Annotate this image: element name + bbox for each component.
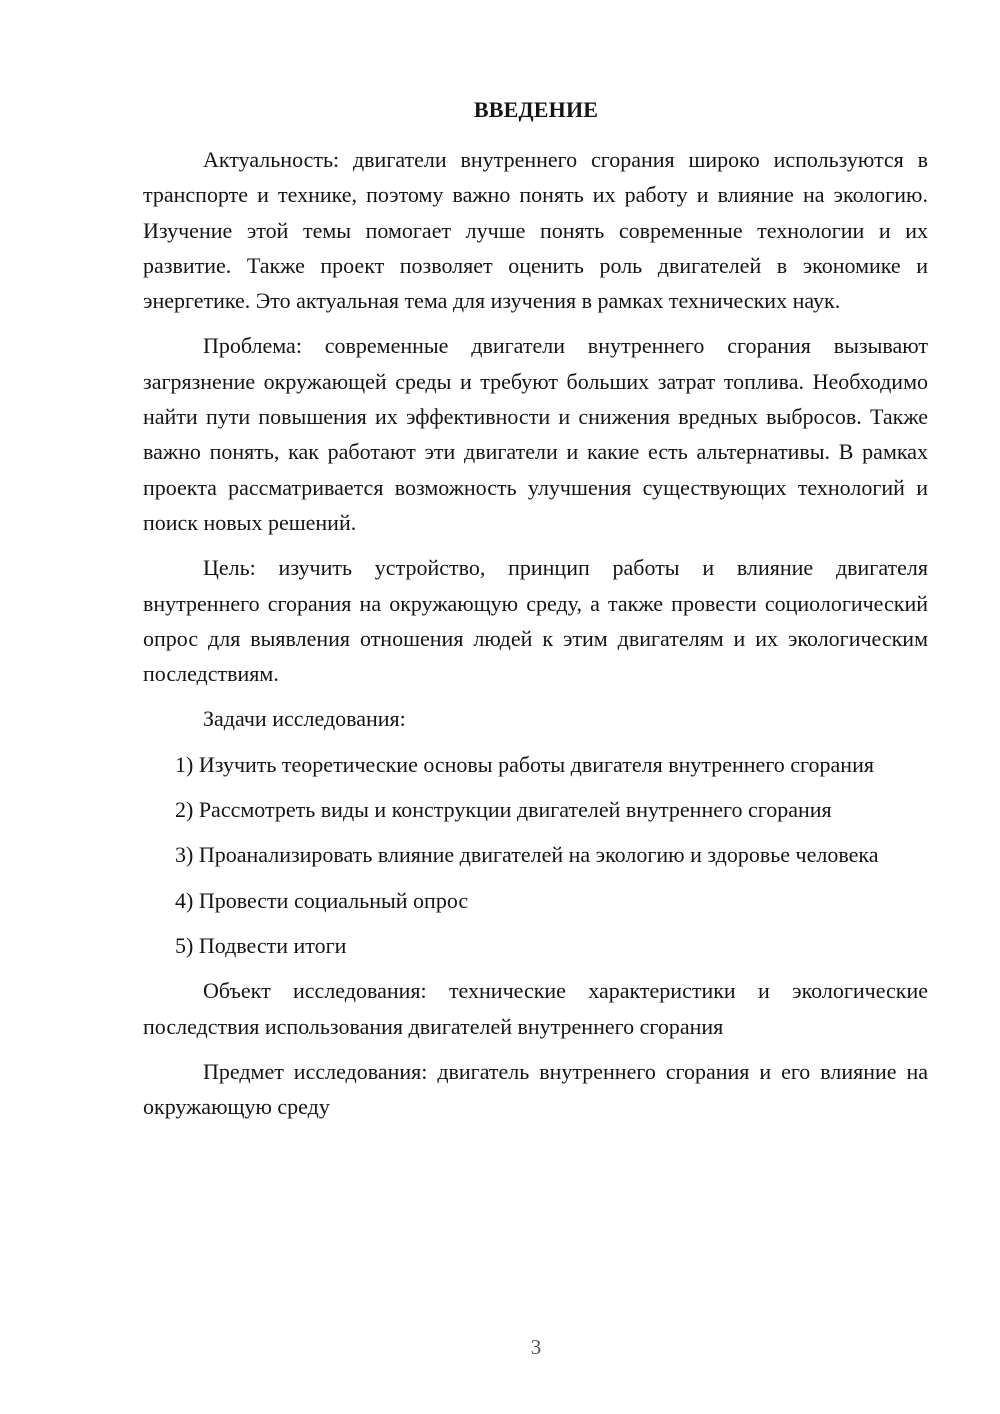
paragraph-problem: Проблема: современные двигатели внутреннего сгорания вызывают загрязнение окружающей среды и требуют больших затрат топлива. Необходимо найти пути повышения их эффективности и снижения вредных выбросов. Также важно понять, как работают эти двигатели и какие есть альтернативы. В рамках проекта рассматривается возможность улучшения существующих технологий и поиск новых решений. bbox=[143, 333, 928, 535]
task-item: 3) Проанализировать влияние двигателей на экологию и здоровье человека bbox=[175, 842, 879, 868]
task-item: 5) Подвести итоги bbox=[175, 932, 347, 958]
paragraph-relevance: Актуальность: двигатели внутреннего сгорания широко используются в транспорте и технике, поэтому важно понять их работу и влияние на экологию. Изучение этой темы помогает лучше понять современные технологии и их развитие. Также проект позволяет оценить роль двигателей в экономике и энергетике. Это актуальная тема для изучения в рамках технических наук. bbox=[143, 147, 928, 314]
paragraph-goal: Цель: изучить устройство, принцип работы и влияние двигателя внутреннего сгорания на окружающую среду, а также провести социологический опрос для выявления отношения людей к этим двигателям и их экологическим последствиям. bbox=[143, 555, 928, 687]
paragraph-tasks-heading: Задачи исследования: bbox=[203, 706, 406, 732]
task-item: 1) Изучить теоретические основы работы двигателя внутреннего сгорания bbox=[175, 751, 874, 777]
paragraph-object: Объект исследования: технические характеристики и экологические последствия использования двигателей внутреннего сгорания bbox=[143, 978, 928, 1039]
page-number: 3 bbox=[530, 1335, 542, 1359]
document-body bbox=[143, 142, 928, 1134]
page-title: ВВЕДЕНИЕ bbox=[473, 97, 599, 122]
task-item: 2) Рассмотреть виды и конструкции двигателей внутреннего сгорания bbox=[175, 797, 832, 823]
task-item: 4) Провести социальный опрос bbox=[175, 887, 469, 913]
paragraph-subject: Предмет исследования: двигатель внутреннего сгорания и его влияние на окружающую среду bbox=[143, 1058, 928, 1120]
